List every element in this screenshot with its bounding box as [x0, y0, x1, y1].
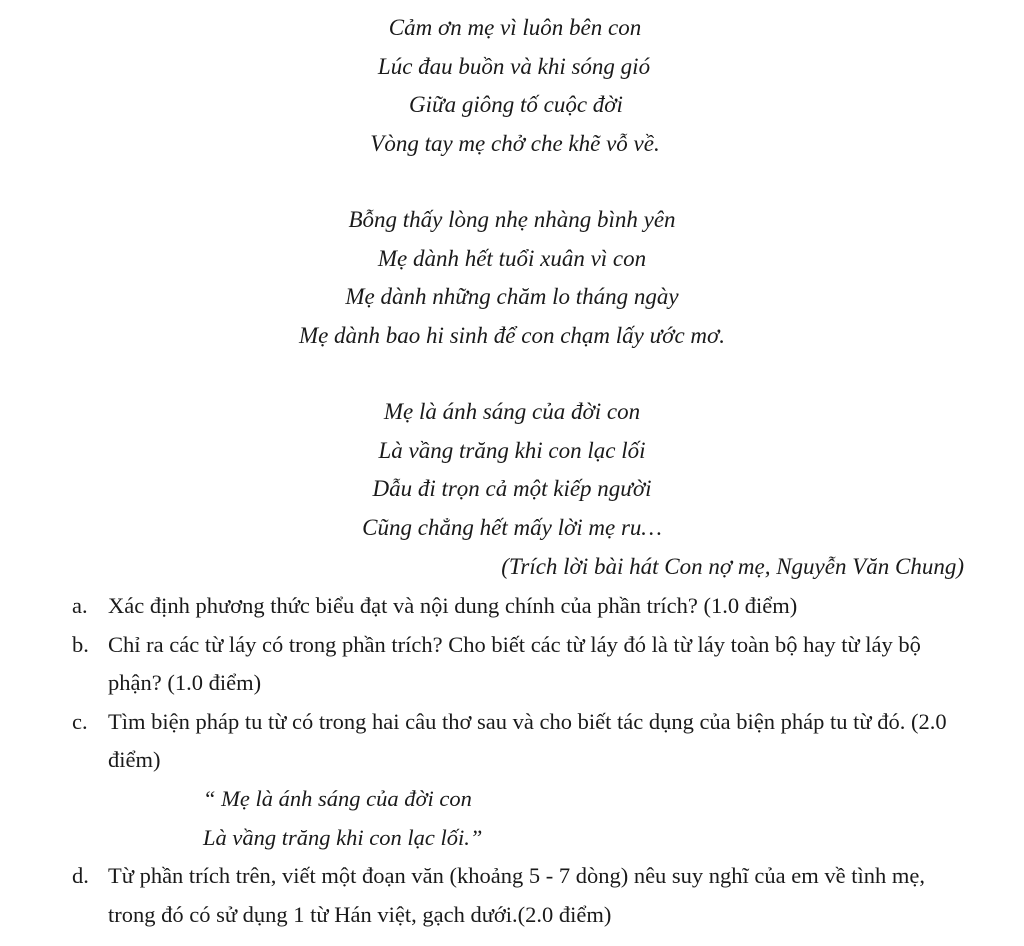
- question-letter: c.: [72, 708, 88, 734]
- question-letter: b.: [72, 631, 89, 657]
- poem-line: Lúc đau buồn và khi sóng gió: [377, 53, 651, 79]
- poem-line: Bỗng thấy lòng nhẹ nhàng bình yên: [348, 207, 676, 232]
- question-letter: a.: [72, 593, 88, 618]
- question-c: [0, 703, 1024, 780]
- question-text: Xác định phương thức biểu đạt và nội dung chính của phần trích? (1.0 điểm): [108, 593, 798, 618]
- poem-line: Cũng chẳng hết mấy lời mẹ ru…: [362, 514, 662, 540]
- question-a: [0, 587, 1024, 626]
- question-b: [0, 626, 1024, 703]
- question-text: Chỉ ra các từ láy có trong phần trích? Cho biết các từ láy đó là từ láy toàn bộ hay từ láy bộ phận? (1.0 điểm): [108, 631, 921, 696]
- poem-stanza-2: [0, 201, 1024, 355]
- question-letter: d.: [72, 863, 89, 889]
- question-text: Từ phần trích trên, viết một đoạn văn (khoảng 5 - 7 dòng) nêu suy nghĩ của em về tình mẹ, trong đó có sử dụng 1 từ Hán việt, gạch dưới.(2.0 điểm): [108, 863, 925, 927]
- question-text: Tìm biện pháp tu từ có trong hai câu thơ sau và cho biết tác dụng của biện pháp tu từ đó. (2.0 điểm): [108, 708, 947, 773]
- poem-line: Giữa giông tố cuộc đời: [409, 92, 623, 118]
- poem-line: Cảm ơn mẹ vì luôn bên con: [388, 15, 642, 40]
- poem-stanza-1: [0, 9, 1024, 163]
- poem-line: Vòng tay mẹ chở che khẽ vỗ về.: [370, 130, 660, 156]
- poem-line: Mẹ dành những chăm lo tháng ngày: [345, 284, 679, 310]
- quoted-verse-line: “ Mẹ là ánh sáng của đời con: [203, 785, 472, 811]
- question-d: [0, 857, 1024, 934]
- poem-line: Là vầng trăng khi con lạc lối: [378, 437, 646, 463]
- poem-line: Mẹ dành bao hi sinh để con chạm lấy ước mơ.: [298, 322, 726, 348]
- poem-line: Dẫu đi trọn cả một kiếp người: [372, 476, 652, 502]
- question-list: [0, 587, 1024, 934]
- poem-source: (Trích lời bài hát Con nợ mẹ, Nguyễn Văn Chung): [501, 554, 964, 579]
- quoted-verse-line: Là vầng trăng khi con lạc lối.”: [203, 824, 483, 850]
- poem-line: Mẹ là ánh sáng của đời con: [383, 399, 641, 424]
- poem-stanza-3: [0, 393, 1024, 547]
- poem-line: Mẹ dành hết tuổi xuân vì con: [377, 245, 647, 271]
